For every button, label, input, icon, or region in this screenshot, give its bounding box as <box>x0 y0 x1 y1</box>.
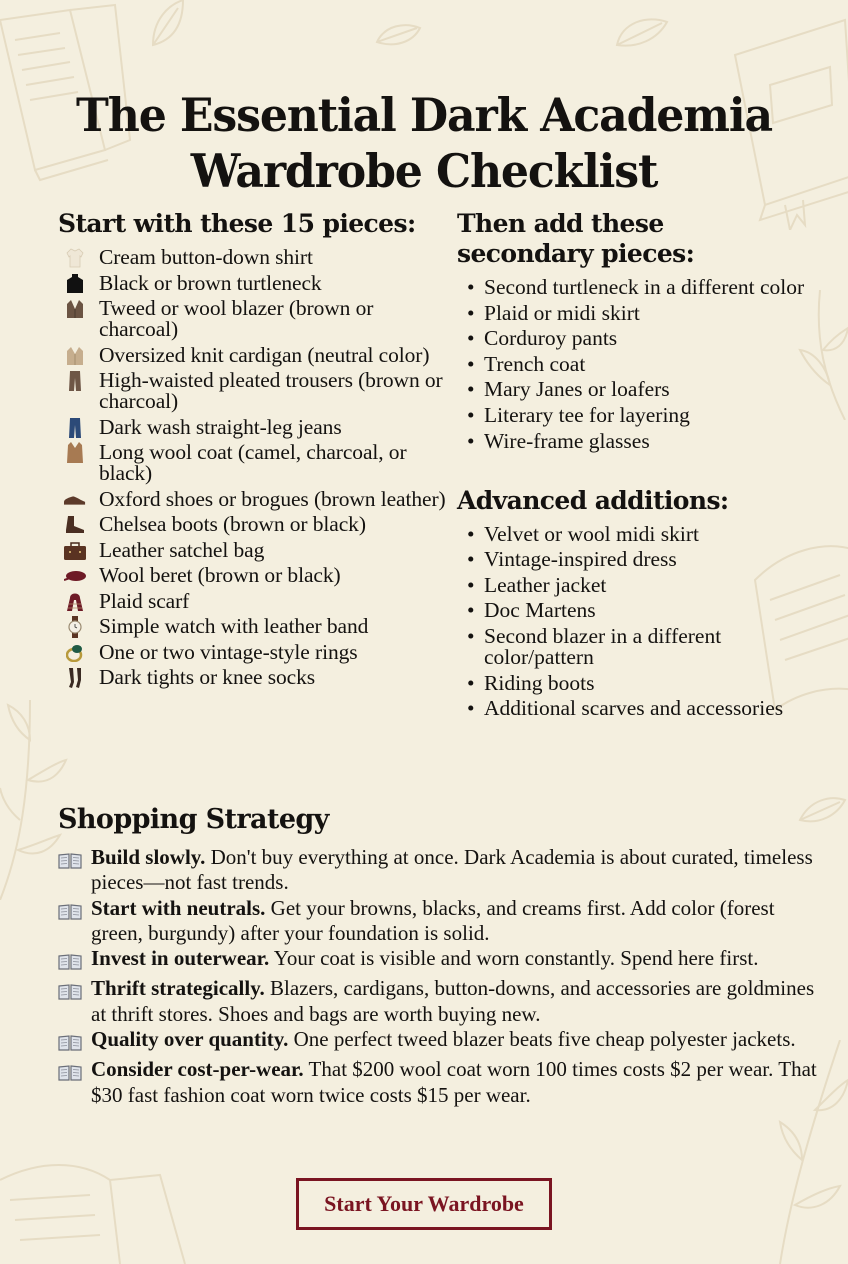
item-label: Leather jacket <box>484 572 607 597</box>
item-label: Simple watch with leather band <box>99 614 369 638</box>
tip-body: Don't buy everything at once. Dark Academia is about curated, timeless pieces—not fast trends. <box>91 845 813 895</box>
open-book-icon <box>58 1057 91 1108</box>
bullet-icon: • <box>467 377 475 402</box>
page-title-line-1: The Essential Dark Academia <box>76 87 772 142</box>
list-item <box>457 572 787 597</box>
list-item <box>457 402 842 427</box>
tip-title: Invest in outerwear. <box>91 946 270 971</box>
open-book-icon <box>58 1027 91 1057</box>
item-label: Velvet or wool midi skirt <box>484 521 699 546</box>
list-item <box>58 370 453 412</box>
secondary-list <box>457 277 842 452</box>
item-label: Dark tights or knee socks <box>99 665 316 689</box>
bullet-icon: • <box>467 521 475 546</box>
list-item <box>58 298 453 340</box>
advanced-heading: Advanced additions: <box>457 485 729 515</box>
tip-text <box>91 896 828 947</box>
list-item <box>58 270 453 295</box>
open-book-icon <box>58 946 91 976</box>
list-item <box>58 247 453 268</box>
list-item <box>58 667 453 688</box>
advanced-list <box>457 521 787 721</box>
list-item <box>457 379 842 400</box>
tip-title: Quality over quantity. <box>91 1027 289 1052</box>
trousers-icon <box>64 371 86 391</box>
start-your-wardrobe-button[interactable]: Start Your Wardrobe <box>296 1178 552 1230</box>
secondary-section <box>457 209 842 724</box>
item-label: Corduroy pants <box>484 326 618 351</box>
item-label: Mary Janes or loafers <box>484 377 670 402</box>
jeans-icon <box>64 418 86 438</box>
scarf-icon <box>64 592 86 612</box>
list-item <box>457 670 787 695</box>
item-label: Leather satchel bag <box>99 537 265 562</box>
list-item <box>457 521 787 546</box>
item-label: Plaid scarf <box>99 588 190 613</box>
ring-icon <box>64 643 86 663</box>
list-item <box>58 639 453 664</box>
list-item <box>457 300 842 325</box>
tip-title: Build slowly. <box>91 845 206 869</box>
list-item <box>58 616 453 637</box>
tip-body: Blazers, cardigans, button-downs, and accessories are goldmines at thrift stores. Shoes and bags are worth buying new. <box>91 976 815 1026</box>
strategy-tip <box>58 1057 828 1108</box>
list-item <box>58 565 453 586</box>
beret-icon <box>64 566 86 586</box>
item-label: Trench coat <box>484 351 586 376</box>
open-book-decoration-icon <box>0 1150 190 1264</box>
essentials-section <box>58 209 453 693</box>
bullet-icon: • <box>467 300 475 325</box>
item-label: Doc Martens <box>484 598 596 623</box>
strategy-tip <box>58 845 828 896</box>
strategy-list <box>58 845 828 1108</box>
bullet-icon: • <box>467 326 475 351</box>
bullet-icon: • <box>467 428 475 453</box>
list-item <box>58 486 453 511</box>
satchel-icon <box>64 541 86 561</box>
item-label: Second turtleneck in a different color <box>484 275 805 299</box>
list-item <box>457 623 787 669</box>
tip-body: Get your browns, blacks, and creams first. Add color (forest green, burgundy) after your foundation is solid. <box>91 895 775 945</box>
item-label: Vintage-inspired dress <box>484 547 677 572</box>
item-label: Second blazer in a different color/pattern <box>484 623 722 669</box>
strategy-tip <box>58 976 828 1027</box>
essentials-heading: Start with these 15 pieces: <box>58 209 416 238</box>
tights-icon <box>64 668 86 688</box>
item-label: Chelsea boots (brown or black) <box>99 512 366 536</box>
leaf-decoration-icon <box>612 10 672 50</box>
item-label: Tweed or wool blazer (brown or charcoal) <box>99 296 374 341</box>
item-label: Plaid or midi skirt <box>484 300 640 325</box>
list-item <box>457 428 842 453</box>
advanced-section <box>457 486 842 720</box>
item-label: Oversized knit cardigan (neutral color) <box>99 342 430 367</box>
bullet-icon: • <box>467 670 475 695</box>
list-item <box>58 414 453 439</box>
open-book-icon <box>58 976 91 1027</box>
bullet-icon: • <box>467 623 475 648</box>
list-item <box>457 277 842 298</box>
page-title-line-2: Wardrobe Checklist <box>190 143 658 198</box>
tip-body: That $200 wool coat worn 100 times costs $2 per wear. That $30 fast fashion coat worn twice costs $15 per wear. <box>91 1057 817 1107</box>
bullet-icon: • <box>467 402 475 427</box>
list-item <box>457 549 787 570</box>
item-label: Oxford shoes or brogues (brown leather) <box>99 486 446 511</box>
strategy-tip <box>58 1027 828 1057</box>
list-item <box>457 600 787 621</box>
item-label: Long wool coat (camel, charcoal, or black) <box>99 440 407 485</box>
tip-body: One perfect tweed blazer beats five cheap polyester jackets. <box>288 1027 796 1052</box>
tip-title: Consider cost-per-wear. <box>91 1057 304 1082</box>
item-label: Riding boots <box>484 670 595 695</box>
list-item <box>58 537 453 562</box>
item-label: Literary tee for layering <box>484 402 690 427</box>
shopping-strategy-section <box>58 803 828 1108</box>
strategy-heading: Shopping Strategy <box>58 804 329 835</box>
item-label: Wool beret (brown or black) <box>99 563 341 587</box>
open-book-icon <box>58 896 91 947</box>
turtleneck-icon <box>64 274 86 294</box>
tip-title: Thrift strategically. <box>91 976 265 1001</box>
coat-icon <box>64 443 86 463</box>
oxford-shoe-icon <box>64 490 86 510</box>
leaf-decoration-icon <box>148 0 188 50</box>
item-label: Dark wash straight-leg jeans <box>99 414 342 439</box>
list-item <box>457 328 842 349</box>
strategy-tip <box>58 946 828 976</box>
tip-text <box>91 1057 828 1108</box>
strategy-tip <box>58 896 828 947</box>
item-label: Additional scarves and accessories <box>484 696 784 721</box>
tip-text <box>91 946 758 976</box>
tip-text <box>91 1027 796 1057</box>
item-label: One or two vintage-style rings <box>99 639 358 664</box>
bullet-icon: • <box>467 598 475 623</box>
list-item <box>58 442 453 484</box>
item-label: High-waisted pleated trousers (brown or charcoal) <box>99 368 443 413</box>
list-item <box>457 351 842 376</box>
bullet-icon: • <box>467 572 475 597</box>
bullet-icon: • <box>467 275 475 299</box>
secondary-heading: Then add these secondary pieces: <box>457 209 695 268</box>
cardigan-icon <box>64 346 86 366</box>
tip-text <box>91 845 828 896</box>
list-item <box>457 698 787 719</box>
list-item <box>58 514 453 535</box>
bullet-icon: • <box>467 696 475 721</box>
blazer-icon <box>64 299 86 319</box>
list-item <box>58 588 453 613</box>
open-book-icon <box>58 845 91 896</box>
boot-icon <box>64 515 86 535</box>
item-label: Black or brown turtleneck <box>99 270 322 295</box>
shirt-icon <box>64 248 86 268</box>
tip-body: Your coat is visible and worn constantly. Spend here first. <box>269 946 759 971</box>
tip-text <box>91 976 828 1027</box>
item-label: Cream button-down shirt <box>99 245 313 269</box>
list-item <box>58 342 453 367</box>
page-title <box>17 87 831 199</box>
item-label: Wire-frame glasses <box>484 428 650 453</box>
tip-title: Start with neutrals. <box>91 895 266 920</box>
bullet-icon: • <box>467 351 475 376</box>
leaf-decoration-icon <box>375 20 425 50</box>
essentials-list <box>58 247 453 688</box>
bullet-icon: • <box>467 547 475 572</box>
watch-icon <box>64 617 86 637</box>
